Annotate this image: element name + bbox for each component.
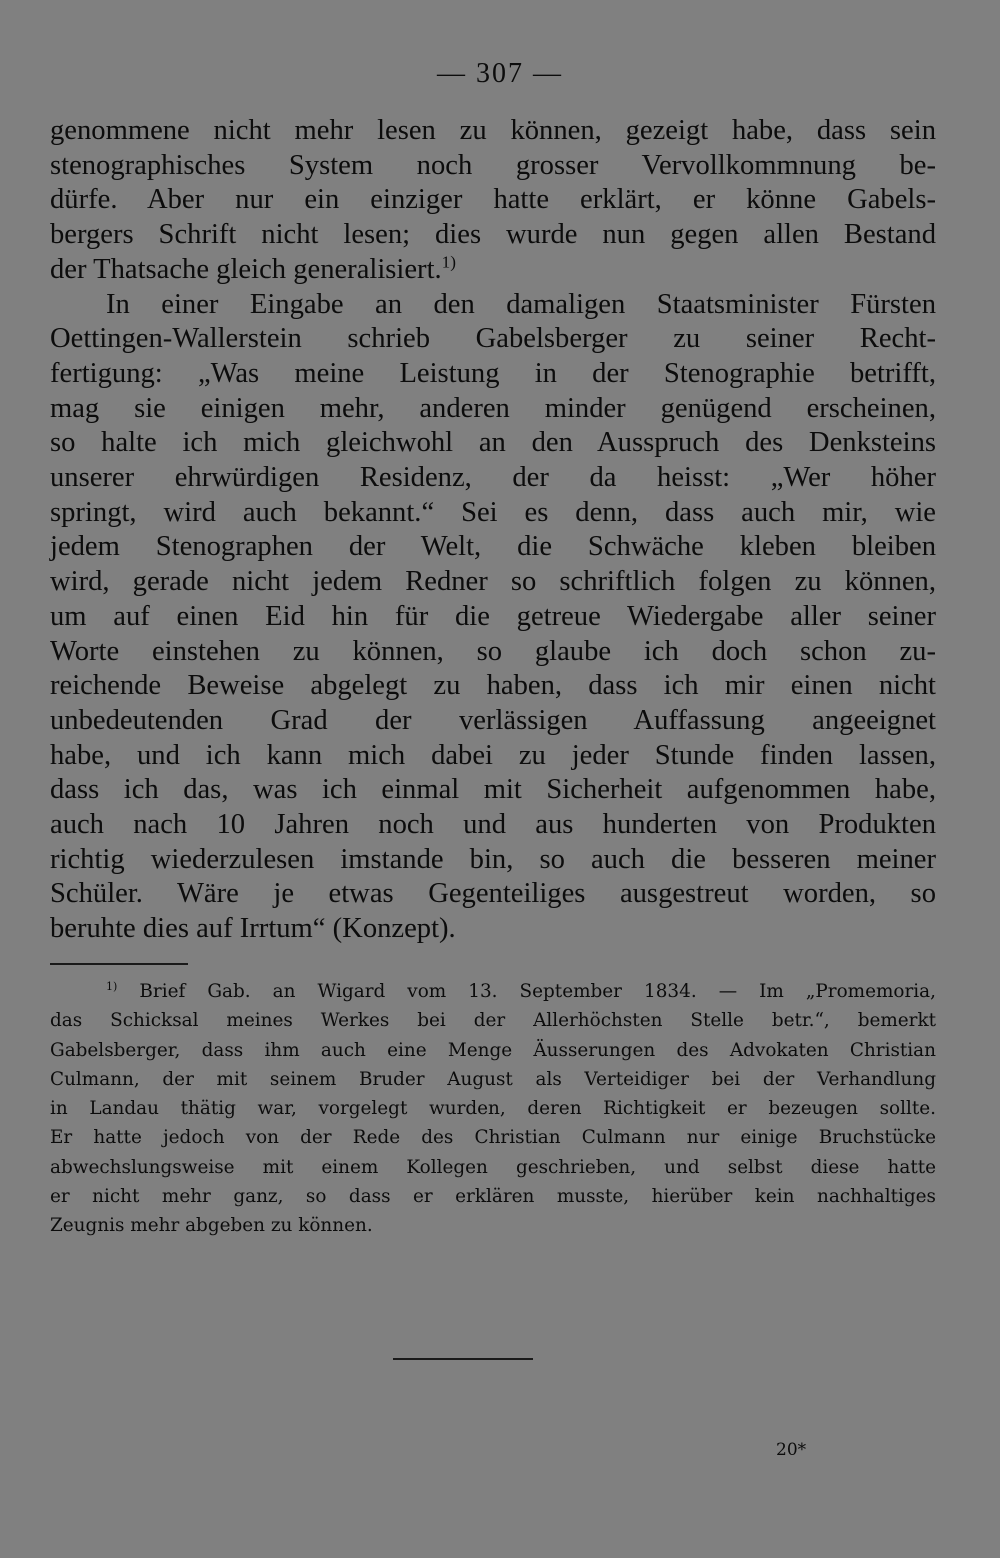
text-line: genommene nicht mehr lesen zu können, gezeigt habe, dass sein <box>50 115 936 146</box>
footnote-line: Culmann, der mit seinem Bruder August als Verteidiger bei der Verhandlung <box>50 1068 936 1090</box>
text-line: bergers Schrift nicht lesen; dies wurde nun gegen allen Bestand <box>50 219 936 251</box>
text-line: stenographisches System noch grosser Vervollkommnung be- <box>50 149 936 181</box>
text-line: jedem Stenographen der Welt, die Schwäche kleben bleiben <box>50 531 936 563</box>
footnote-line <box>50 977 936 1006</box>
text-line: habe, und ich kann mich dabei zu jeder Stunde finden lassen, <box>50 739 936 771</box>
paragraph-start-line: In einer Eingabe an den damaligen Staatsminister Fürsten <box>106 288 936 320</box>
text-line: mag sie einigen mehr, anderen minder genügend erscheinen, <box>50 392 936 424</box>
text-line: Schüler. Wäre je etwas Gegenteiliges ausgestreut worden, so <box>50 878 936 910</box>
text-line <box>50 253 936 288</box>
text-line: dürfe. Aber nur ein einziger hatte erklärt, er könne Gabels- <box>50 184 936 216</box>
footnote-line: Zeugnis mehr abgeben zu können. <box>50 1215 373 1237</box>
text-line: Oettingen-Wallerstein schrieb Gabelsberger zu seiner Recht- <box>50 323 936 355</box>
text-line: Worte einstehen zu können, so glaube ich doch schon zu- <box>50 635 936 667</box>
text-line: um auf einen Eid hin für die getreue Wiedergabe aller seiner <box>50 600 936 632</box>
text-line: fertigung: „Was meine Leistung in der Stenographie betrifft, <box>50 357 936 389</box>
page-number: — 307 — <box>437 58 563 89</box>
text-line: so halte ich mich gleichwohl an den Ausspruch des Denksteins <box>50 427 936 459</box>
text-line: unbedeutenden Grad der verlässigen Auffassung angeeignet <box>50 704 936 736</box>
footnote-line: abwechslungsweise mit einem Kollegen geschrieben, und selbst diese hatte <box>50 1156 936 1178</box>
text-line: wird, gerade nicht jedem Redner so schriftlich folgen zu können, <box>50 566 936 598</box>
text-line: beruhte dies auf Irrtum“ (Konzept). <box>50 913 456 945</box>
footnote-line: er nicht mehr ganz, so dass er erklären musste, hierüber kein nachhaltiges <box>50 1186 936 1208</box>
text-line: reichende Beweise abgelegt zu haben, dass ich mir einen nicht <box>50 670 936 702</box>
footnote-line: Gabelsberger, dass ihm auch eine Menge Äusserungen des Advokaten Christian <box>50 1039 936 1061</box>
text-line: unserer ehrwürdigen Residenz, der da heisst: „Wer höher <box>50 462 936 494</box>
text-line: auch nach 10 Jahren noch und aus hunderten von Produkten <box>50 809 936 841</box>
text-line: dass ich das, was ich einmal mit Sicherheit aufgenommen habe, <box>50 774 936 806</box>
main-text <box>50 114 936 947</box>
end-separator <box>393 1358 533 1360</box>
footnote-line: in Landau thätig war, vorgelegt wurden, deren Richtigkeit er bezeugen sollte. <box>50 1098 936 1120</box>
footnote-reference: 1) <box>441 252 456 272</box>
footnote-line: Er hatte jedoch von der Rede des Christian Culmann nur einige Bruchstücke <box>50 1127 936 1149</box>
footnote-line-content: Brief Gab. an Wigard vom 13. September 1834. — Im „Promemoria, <box>139 981 936 1002</box>
footnote-line: das Schicksal meines Werkes bei der Allerhöchsten Stelle betr.“, bemerkt <box>50 1010 936 1032</box>
footnote-marker: 1) <box>106 979 118 993</box>
signature-mark: 20* <box>776 1440 807 1460</box>
text-line: richtig wiederzulesen imstande bin, so auch die besseren meiner <box>50 843 936 875</box>
footnote <box>50 977 936 1241</box>
text-line: springt, wird auch bekannt.“ Sei es denn, dass auch mir, wie <box>50 496 936 528</box>
text-line-content: der Thatsache gleich generalisiert. <box>50 253 442 285</box>
footnote-separator <box>50 963 188 965</box>
